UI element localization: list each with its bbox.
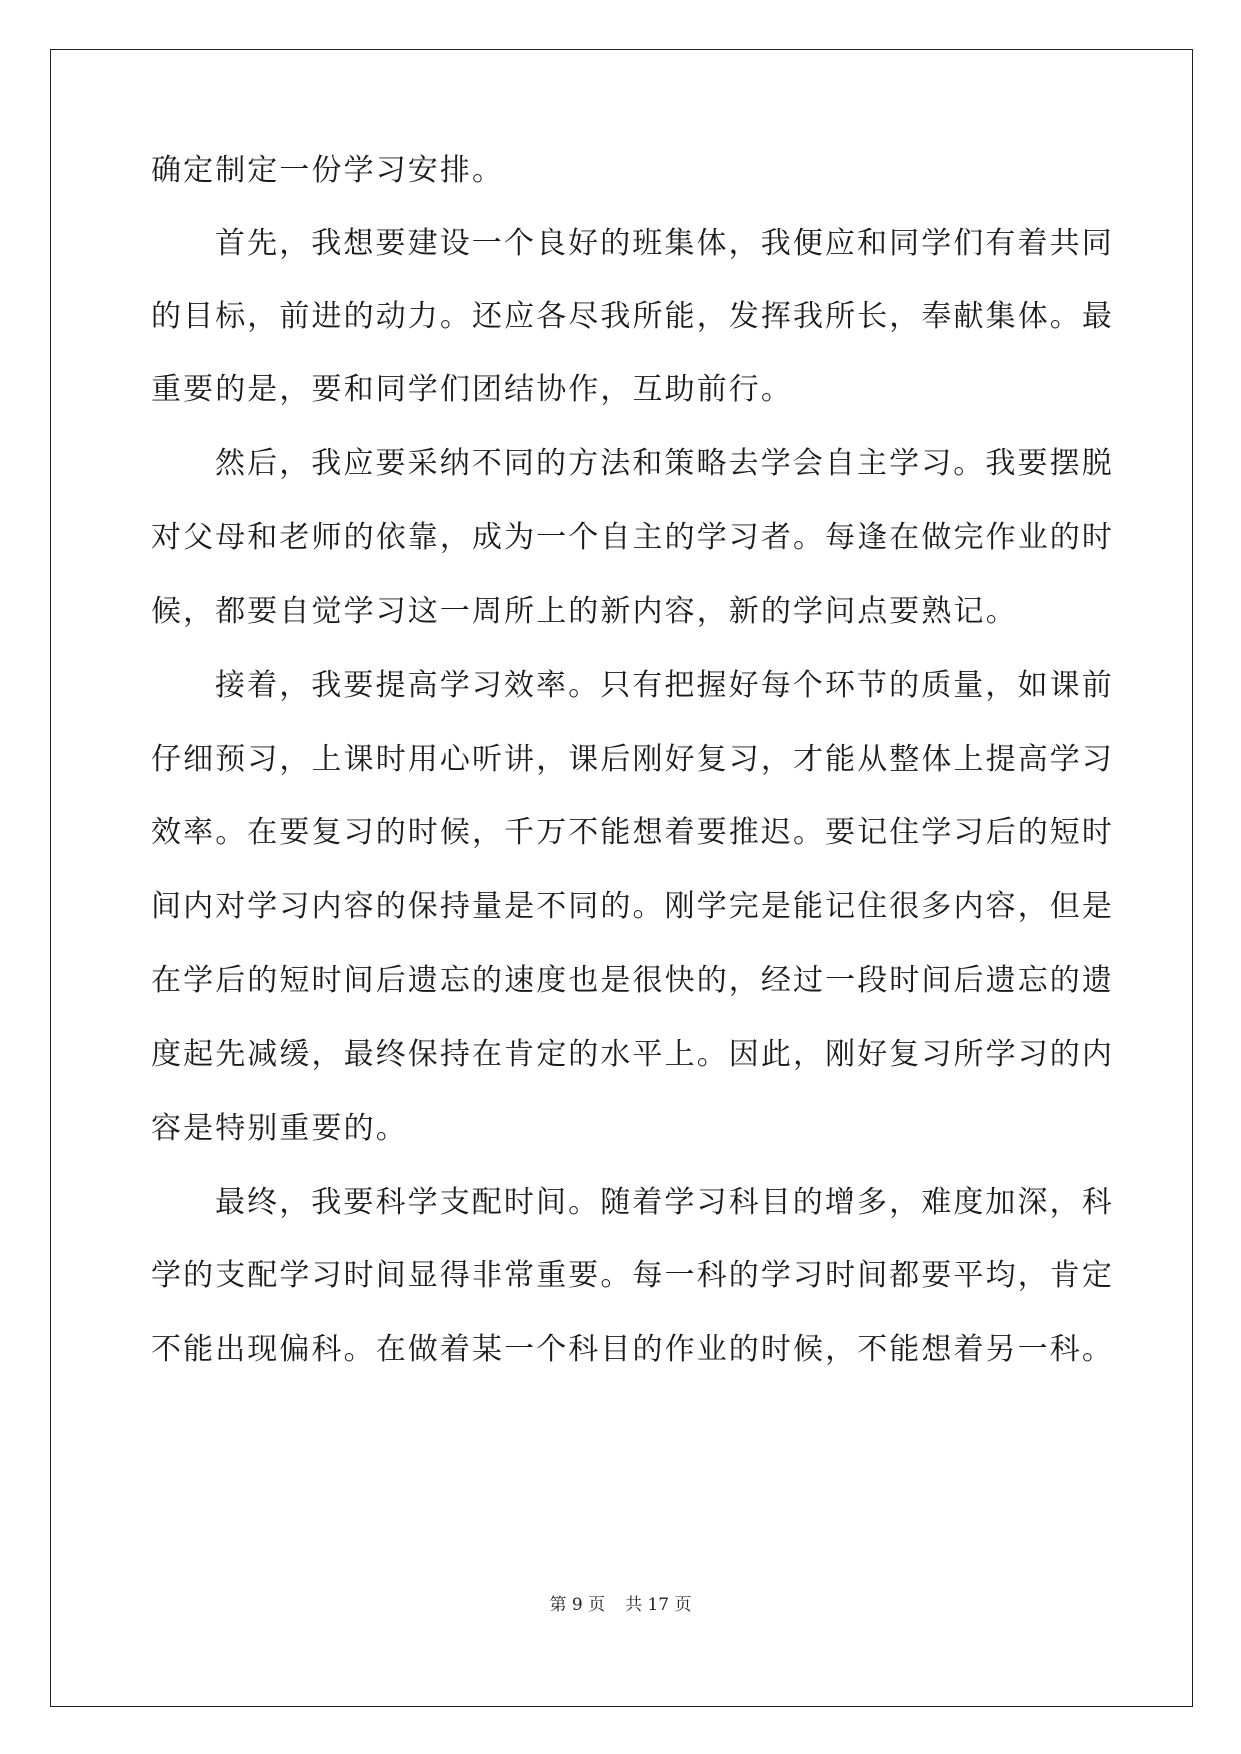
text-line: 不能出现偏科。在做着某一个科目的作业的时候，不能想着另一科。 <box>151 1332 1114 1367</box>
page-number: 第 9 页 <box>549 1595 606 1615</box>
text-line: 容是特别重要的。 <box>151 1111 408 1146</box>
text-line: 学的支配学习时间显得非常重要。每一科的学习时间都要平均，肯定 <box>151 1258 1114 1293</box>
text-line: 度起先减缓，最终保持在肯定的水平上。因此，刚好复习所学习的内 <box>151 1037 1114 1072</box>
text-line: 重要的是，要和同学们团结协作，互助前行。 <box>151 372 793 407</box>
page-total: 共 17 页 <box>625 1595 692 1615</box>
text-line: 对父母和老师的依靠，成为一个自主的学习者。每逢在做完作业的时 <box>151 520 1114 555</box>
text-line: 最终，我要科学支配时间。随着学习科目的增多，难度加深，科 <box>215 1185 1114 1220</box>
text-line: 然后，我应要采纳不同的方法和策略去学会自主学习。我要摆脱 <box>215 446 1114 481</box>
text-line: 接着，我要提高学习效率。只有把握好每个环节的质量，如课前 <box>215 668 1114 703</box>
text-line: 的目标，前进的动力。还应各尽我所能，发挥我所长，奉献集体。最 <box>151 299 1114 334</box>
text-line: 确定制定一份学习安排。 <box>151 153 505 188</box>
text-line: 首先，我想要建设一个良好的班集体，我便应和同学们有着共同 <box>215 226 1114 261</box>
text-line: 仔细预习，上课时用心听讲，课后刚好复习，才能从整体上提高学习 <box>151 742 1114 777</box>
text-line: 效率。在要复习的时候，千万不能想着要推迟。要记住学习后的短时 <box>151 815 1114 850</box>
text-line: 间内对学习内容的保持量是不同的。刚学完是能记住很多内容，但是 <box>151 889 1114 924</box>
text-line: 候，都要自觉学习这一周所上的新内容，新的学问点要熟记。 <box>151 594 1018 629</box>
page-footer <box>0 1593 1241 1617</box>
text-line: 在学后的短时间后遗忘的速度也是很快的，经过一段时间后遗忘的遗 <box>151 963 1114 998</box>
